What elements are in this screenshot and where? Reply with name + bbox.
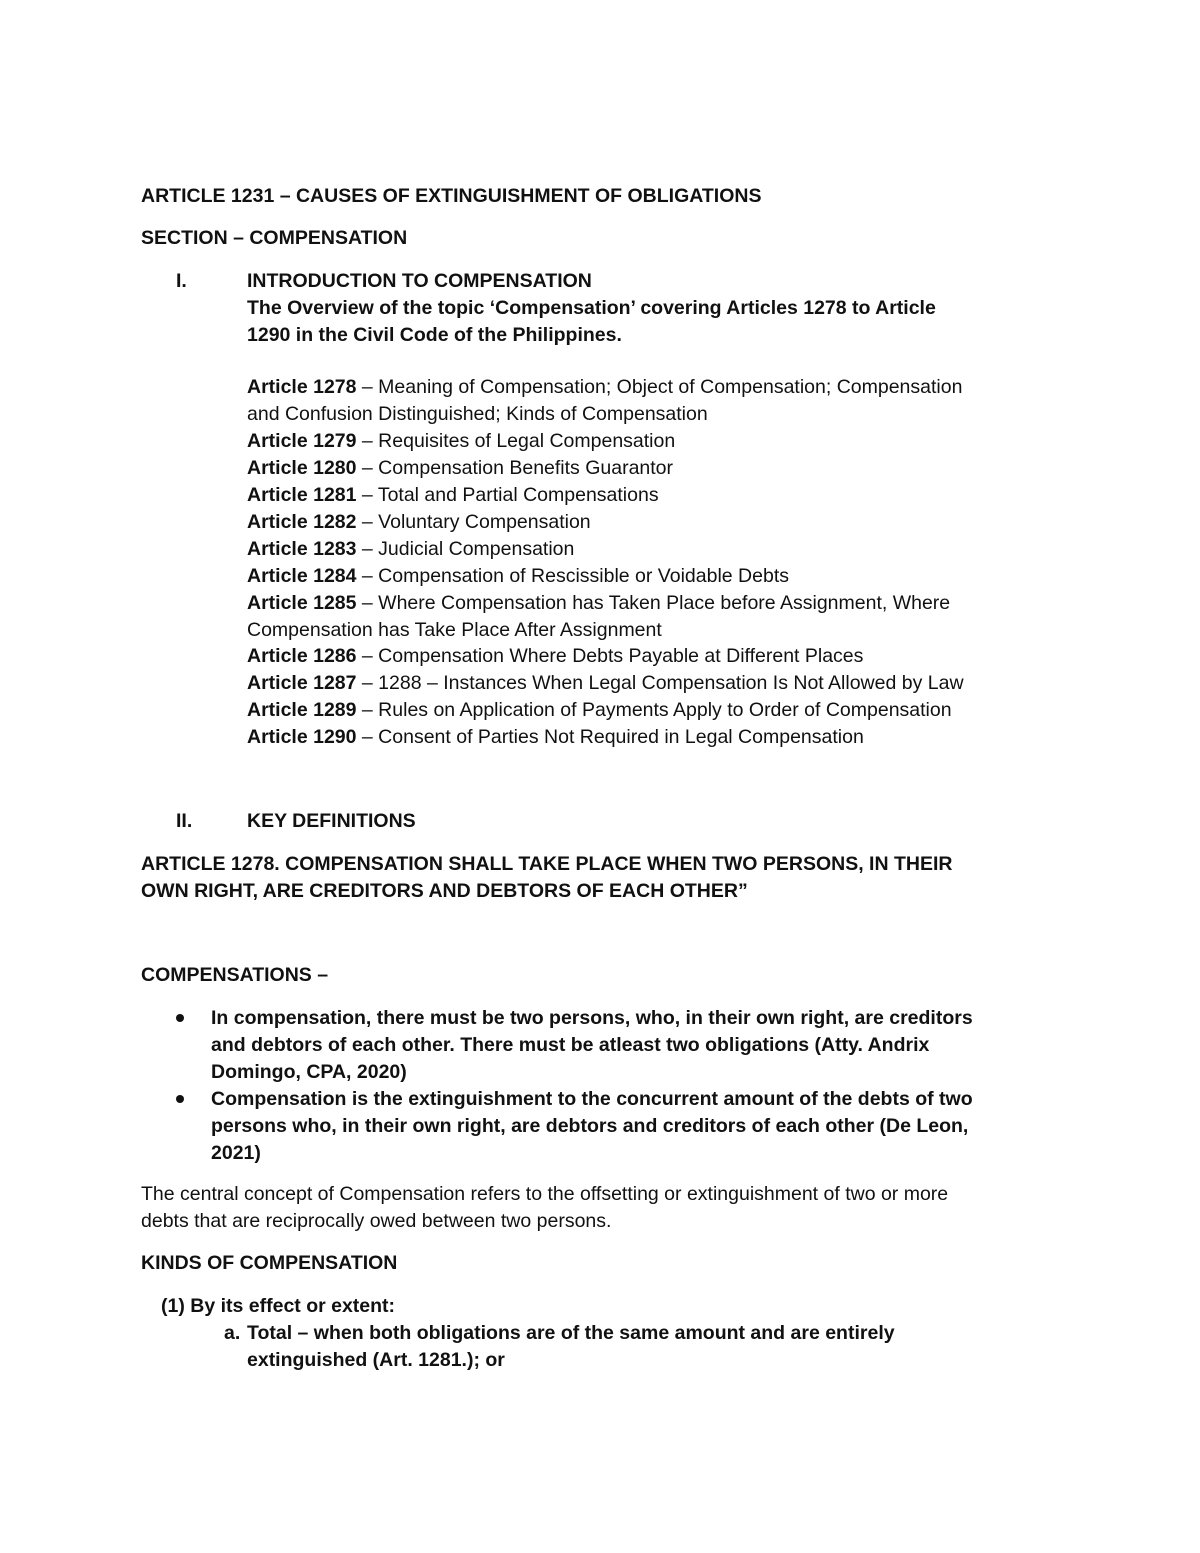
article-entry — [247, 482, 659, 509]
part1-heading: INTRODUCTION TO COMPENSATION — [247, 270, 592, 292]
article-quote-line: ARTICLE 1278. COMPENSATION SHALL TAKE PLACE WHEN TWO PERSONS, IN THEIR — [141, 853, 953, 875]
article-description: – Total and Partial Compensations — [356, 484, 659, 506]
article-description: – Consent of Parties Not Required in Legal Compensation — [356, 726, 864, 748]
bullet-text-line: and debtors of each other. There must be atleast two obligations (Atty. Andrix — [211, 1034, 930, 1056]
compensations-heading: COMPENSATIONS – — [141, 964, 329, 986]
article-description: – Voluntary Compensation — [356, 511, 591, 533]
article-label: Article 1285 — [247, 592, 357, 614]
article-label: Article 1287 — [247, 672, 357, 694]
kinds-heading: KINDS OF COMPENSATION — [141, 1252, 398, 1274]
bullet-text-line: 2021) — [211, 1142, 261, 1164]
article-label: Article 1278 — [247, 376, 357, 398]
article-label: Article 1279 — [247, 430, 357, 452]
bullet-icon — [176, 1014, 184, 1022]
article-entry-continuation: and Confusion Distinguished; Kinds of Compensation — [247, 403, 708, 425]
article-label: Article 1290 — [247, 726, 357, 748]
article-entry — [247, 563, 789, 590]
article-description: – Where Compensation has Taken Place before Assignment, Where — [356, 592, 951, 614]
concept-paragraph-line: debts that are reciprocally owed between two persons. — [141, 1210, 612, 1232]
bullet-text-line: persons who, in their own right, are debtors and creditors of each other (De Leon, — [211, 1115, 969, 1137]
document-title: ARTICLE 1231 – CAUSES OF EXTINGUISHMENT OF OBLIGATIONS — [141, 185, 762, 207]
bullet-icon — [176, 1095, 184, 1103]
article-label: Article 1281 — [247, 484, 357, 506]
bullet-text-line: In compensation, there must be two persons, who, in their own right, are creditors — [211, 1007, 973, 1029]
article-description: – Requisites of Legal Compensation — [356, 430, 676, 452]
bullet-text-line: Compensation is the extinguishment to the concurrent amount of the debts of two — [211, 1088, 973, 1110]
article-label: Article 1283 — [247, 538, 357, 560]
article-description: – Compensation Where Debts Payable at Different Places — [356, 645, 864, 667]
article-entry — [247, 724, 864, 751]
article-entry — [247, 697, 952, 724]
article-entry — [247, 670, 964, 697]
article-entry-continuation: Compensation has Take Place After Assignment — [247, 619, 662, 641]
article-entry — [247, 428, 675, 455]
bullet-text-line: Domingo, CPA, 2020) — [211, 1061, 407, 1083]
overview-line: 1290 in the Civil Code of the Philippines. — [247, 324, 622, 346]
article-label: Article 1286 — [247, 645, 357, 667]
article-entry — [247, 643, 863, 670]
kinds-subitem-line: Total – when both obligations are of the same amount and are entirely — [247, 1322, 895, 1344]
article-description: – Compensation of Rescissible or Voidable Debts — [356, 565, 789, 587]
article-label: Article 1289 — [247, 699, 357, 721]
article-description: – 1288 – Instances When Legal Compensation Is Not Allowed by Law — [356, 672, 964, 694]
part1-numeral: I. — [176, 270, 187, 292]
kinds-subitem-line: extinguished (Art. 1281.); or — [247, 1349, 505, 1371]
article-entry — [247, 536, 574, 563]
part2-numeral: II. — [176, 810, 193, 832]
article-quote-line: OWN RIGHT, ARE CREDITORS AND DEBTORS OF EACH OTHER” — [141, 880, 748, 902]
article-label: Article 1284 — [247, 565, 357, 587]
kinds-subitem-marker: a. — [224, 1322, 241, 1344]
section-heading: SECTION – COMPENSATION — [141, 227, 408, 249]
part2-heading: KEY DEFINITIONS — [247, 810, 416, 832]
article-entry — [247, 455, 673, 482]
article-description: – Judicial Compensation — [356, 538, 575, 560]
concept-paragraph-line: The central concept of Compensation refers to the offsetting or extinguishment of two or more — [141, 1183, 949, 1205]
kinds-item: (1) By its effect or extent: — [161, 1295, 396, 1317]
article-description: – Rules on Application of Payments Apply to Order of Compensation — [356, 699, 952, 721]
article-description: – Compensation Benefits Guarantor — [356, 457, 674, 479]
article-description: – Meaning of Compensation; Object of Compensation; Compensation — [356, 376, 963, 398]
article-label: Article 1280 — [247, 457, 357, 479]
article-label: Article 1282 — [247, 511, 357, 533]
article-entry — [247, 590, 950, 617]
article-entry — [247, 509, 591, 536]
article-entry — [247, 374, 962, 401]
overview-line: The Overview of the topic ‘Compensation’ covering Articles 1278 to Article — [247, 297, 936, 319]
